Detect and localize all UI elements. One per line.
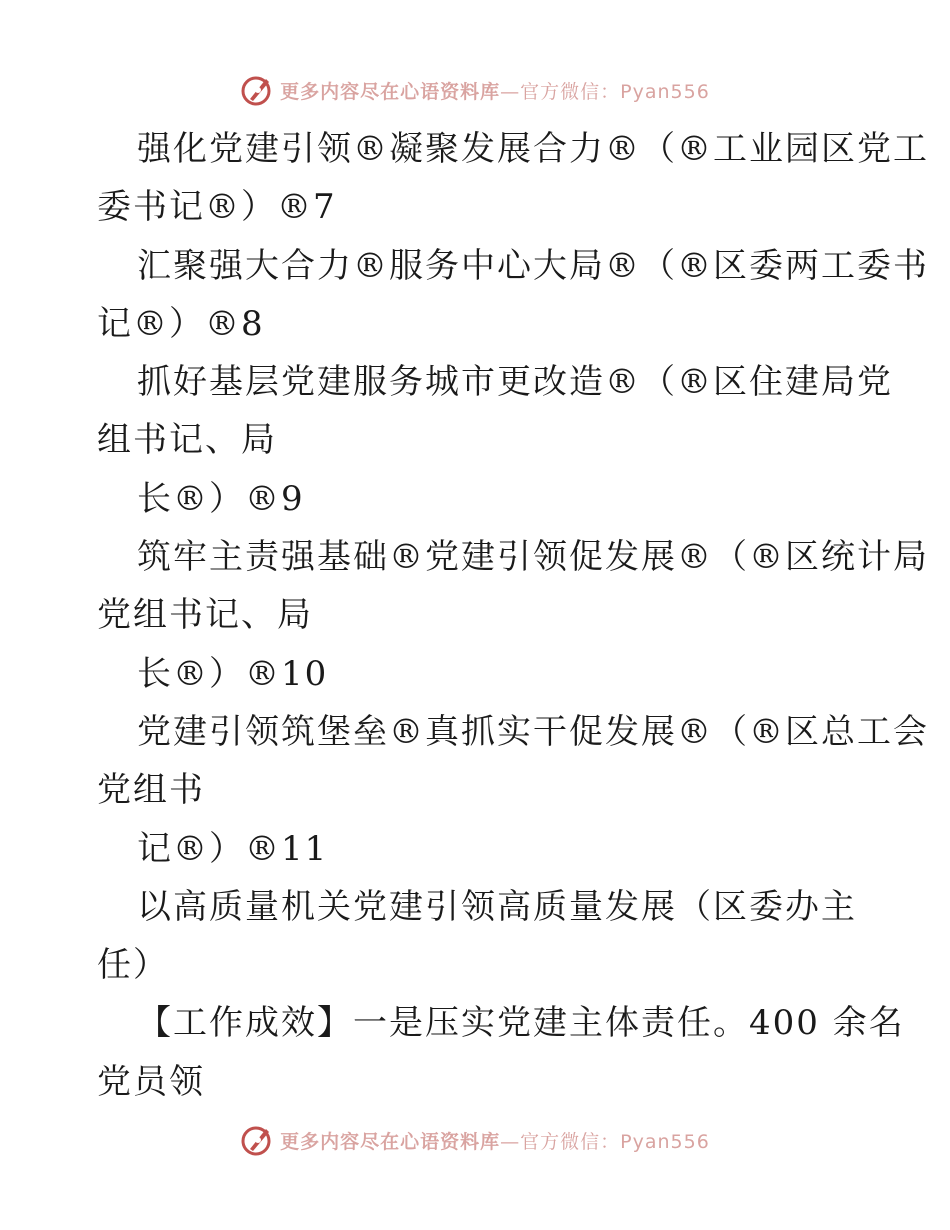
toc-line: 组书记、局 (97, 420, 277, 461)
body-line: 【工作成效】一是压实党建主体责任。400 余名 (137, 1003, 905, 1044)
quill-circle-icon (240, 1123, 274, 1157)
toc-line: 抓好基层党建服务城市更改造®（®区住建局党 (137, 362, 893, 403)
document-body (97, 120, 929, 1111)
toc-line: 记®）®11 (137, 828, 329, 869)
footer-watermark (0, 1120, 950, 1160)
watermark-text (280, 1127, 710, 1154)
watermark-wechat: 官方微信：Pyan556 (520, 1130, 710, 1153)
toc-line: 汇聚强大合力®服务中心大局®（®区委两工委书 (137, 245, 929, 286)
watermark-dash: — (500, 1130, 521, 1153)
toc-line: 党组书 (97, 770, 205, 811)
body-line: 党员领 (97, 1061, 205, 1102)
toc-line: 党建引领筑堡垒®真抓实干促发展®（®区总工会 (137, 711, 929, 752)
watermark-main: 更多内容尽在心语资料库 (280, 1130, 501, 1153)
watermark-dash: — (500, 80, 521, 103)
toc-line: 任） (97, 945, 169, 986)
header-watermark (0, 70, 950, 110)
watermark-main: 更多内容尽在心语资料库 (280, 80, 501, 103)
toc-line: 以高质量机关党建引领高质量发展（区委办主 (137, 886, 857, 927)
toc-line: 委书记®）®7 (97, 187, 337, 228)
toc-line: 长®）®10 (137, 653, 329, 694)
toc-line: 强化党建引领®凝聚发展合力®（®工业园区党工 (137, 129, 929, 169)
watermark-wechat: 官方微信：Pyan556 (520, 80, 710, 103)
toc-line: 长®）®9 (137, 478, 305, 519)
toc-line: 记®）®8 (97, 303, 265, 344)
toc-line: 党组书记、局 (97, 595, 313, 636)
toc-line: 筑牢主责强基础®党建引领促发展®（®区统计局 (137, 537, 929, 578)
watermark-text (280, 77, 710, 104)
quill-circle-icon (240, 73, 274, 107)
